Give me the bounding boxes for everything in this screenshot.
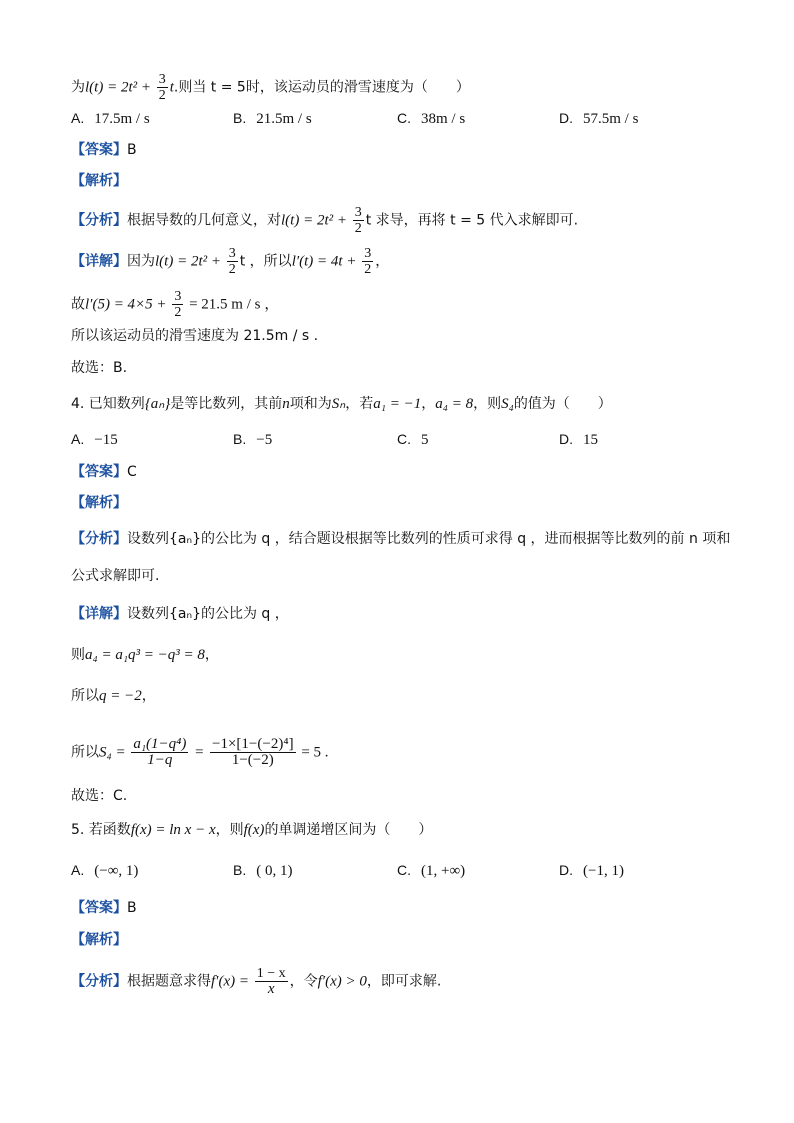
q4-choose: 故选：C. [71, 788, 128, 804]
q5-fenxi: 【分析】根据题意求得f′(x) = $\frac{1 - x}{x}$ ，令f′(x) > 0，即可求解. [71, 966, 442, 997]
q3-stem-prefix: 为 [71, 79, 85, 96]
q3-detail: 【详解】因为l(t) = 2t² + $\frac{3}{2}$ t ，所以l′(t) = 4t + $\frac{3}{2}$ ， [71, 246, 390, 277]
q4-detail-line2: 则a₄ = a₁q³ = −q³ = 8， [71, 647, 219, 663]
q4-fraction-2: $\frac{\text{−1×[1−(−2)⁴]}}{1-(-2)}$ [212, 736, 294, 768]
q5-option-d[interactable]: D. (−1, 1) [559, 862, 624, 879]
analysis-tag: 【解析】 [71, 173, 127, 189]
q4-answer: 【答案】C [71, 464, 137, 480]
q4-analysis: 【解析】 [71, 495, 127, 511]
q3-stem: 为l(t) = 2t² + $\frac{3}{2}$ t.则当 t = 5时，该运动员的滑雪速度为（ ） [71, 72, 470, 103]
q4-option-c[interactable]: C. 5 [397, 431, 429, 448]
q3-choose: 故选：B. [71, 360, 128, 376]
q3-stem-suffix: .则当 t = 5时，该运动员的滑雪速度为（ ） [173, 79, 470, 96]
q4-detail-line4: 所以S₄ = $\frac{\text{a₁(1−q⁴)}}{1-q}$ = $\frac{\text{−1×[1−(−2)⁴]}}{1-(-2)}$ = 5 . [71, 736, 329, 768]
q4-option-a[interactable]: A. −15 [71, 431, 118, 448]
q3-option-c[interactable]: C. 38m / s [397, 110, 466, 127]
q4-detail: 【详解】设数列{aₙ}的公比为 q ， [71, 606, 289, 622]
q4-options [71, 431, 751, 451]
q3-formula: l(t) = 2t² + [85, 79, 155, 96]
answer-tag: 【答案】 [71, 142, 127, 158]
q3-analysis [71, 171, 127, 191]
q5-fraction: $\frac{1 - x}{x}$ [256, 966, 286, 997]
q3-answer: 【答案】B [71, 142, 137, 158]
q4-fenxi-line2: 公式求解即可. [71, 568, 160, 584]
q5-option-b[interactable]: B. ( 0, 1) [233, 862, 293, 879]
q3-option-d[interactable]: D. 57.5m / s [559, 110, 639, 127]
q5-option-c[interactable]: C. (1, +∞) [397, 862, 466, 879]
q5-stem: 5. 若函数f(x) = ln x − x，则f(x)的单调递增区间为（ ） [71, 822, 433, 838]
q5-analysis: 【解析】 [71, 932, 127, 948]
q3-option-b[interactable]: B. 21.5m / s [233, 110, 312, 127]
q4-detail-line3: 所以q = −2， [71, 688, 156, 704]
q4-option-b[interactable]: B. −5 [233, 431, 273, 448]
q3-options [71, 110, 751, 130]
q4-fenxi: 【分析】设数列{aₙ}的公比为 q ，结合题设根据等比数列的性质可求得 q ，进而根据等比数列的前 n 项和 [71, 531, 731, 547]
q3-detail-line2: 故l′(5) = 4×5 + $\frac{3}{2}$ = 21.5 m / s ， [71, 289, 280, 320]
q3-option-a[interactable]: A. 17.5m / s [71, 110, 150, 127]
q4-option-d[interactable]: D. 15 [559, 431, 598, 448]
q5-answer: 【答案】B [71, 900, 137, 916]
q3-detail-line3: 所以该运动员的滑雪速度为 21.5m / s . [71, 328, 319, 344]
q3-fenxi: 【分析】根据导数的几何意义，对l(t) = 2t² + $\frac{3}{2}$ t 求导，再将 t = 5 代入求解即可. [71, 205, 579, 236]
q4-stem: 4. 已知数列{aₙ}是等比数列，其前n项和为Sₙ，若a₁ = −1，a₄ = 8，则S₄的值为（ ） [71, 396, 612, 412]
q4-fraction-1: $\frac{\text{a₁(1−q⁴)}}{1-q}$ [133, 736, 187, 768]
q5-options [71, 862, 751, 882]
q5-option-a[interactable]: A. (−∞, 1) [71, 862, 139, 879]
q3-fraction: $\frac{3}{2}$ [158, 72, 166, 103]
